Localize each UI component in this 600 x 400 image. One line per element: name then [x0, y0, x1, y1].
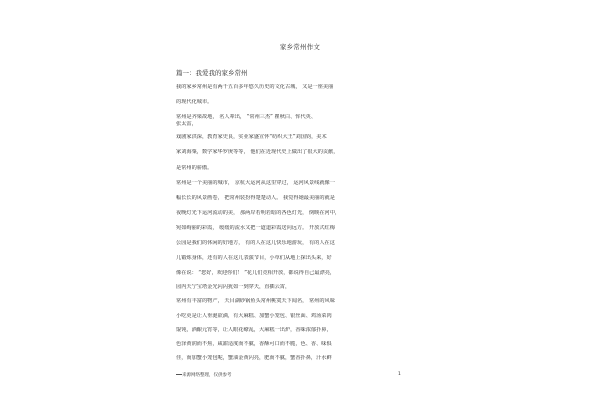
text-line: 幅长长的风景画卷， 把常州装扮得楚楚动人。 我觉得她最美丽的就是 — [176, 195, 335, 201]
text-line: 张太雷， — [176, 121, 197, 127]
section-heading: 篇一：我爱我的家乡常州 — [176, 69, 248, 77]
text-line: 常州有丰富的物产， 天目湖砂锅鱼头常州桃寞天下闻名， 常州的风味 — [176, 298, 335, 304]
text-line: 常州是一个美丽的城市， 京杭大运河从这里穿过， 运河风景线就像一 — [176, 180, 335, 186]
document-title: 家乡常州作文 — [279, 43, 321, 51]
text-line: 夜晚灯光下运河流动的美， 那两岸若明若暗的各色灯光， 倒映在河中， — [176, 210, 341, 216]
text-line: 色泽黄润而不焦，咸甜适度而不腻，香酥可口而不脆，色、香、味俱 — [176, 341, 332, 347]
text-line: 是常州的骄傲。 — [176, 165, 213, 171]
text-line: 戏剧家洪深，教育家史良，实业家盛宣怀“纺织大王”刘国钧，美术 — [176, 134, 327, 140]
text-line: 像在说： “您好，欢迎你们！ ”花儿们竞相开放，都说得自己最漂亮， — [176, 270, 336, 276]
text-line: 常州是齐梁故地， 名人辈出， “常州三杰” 瞿秋白、恽代英、 — [176, 114, 317, 120]
text-line: 园内天宁宝塔金光闪闪犹如一到穿天，直插云霄， — [176, 284, 291, 290]
text-line: 公园是我们的休闲的好地方， 有的人在这儿快乐地游玩， 有的人在这 — [176, 240, 335, 246]
page-number: 1 — [398, 372, 401, 377]
text-line: 家刘海粟，数学家华罗庚等等， 他们在近现代史上做出了很大的贡献， — [176, 149, 339, 155]
text-line: 小吃更是让人垂涎欲滴，有大麻糕、加蟹小笼包、银丝面、鸡汤菜肉 — [176, 313, 332, 319]
text-line: 馄饨，酒酿元宵等，让人眼花缭乱，大麻糕一出炉，香味浓郁扑鼻， — [176, 327, 332, 333]
text-line: 儿锻炼身体，还有的人在这儿表演节目，小草们从地上探出头来，好 — [176, 255, 332, 261]
text-line: 宛如绚丽的彩霞， 缓缓的流水又把一道道彩霞送向远方。 开放式红梅 — [176, 225, 335, 231]
text-line: 的现代化城市。 — [176, 99, 213, 105]
footer-note: 来源网络整理，仅供参考 — [182, 373, 232, 378]
text-line: 我的家乡常州是有两千五百多年悠久历史的文化古城， 又是一座美丽 — [176, 84, 334, 90]
text-line: 佳，而加蟹小笼包呢，蟹油金黄闪亮，肥而不腻，蟹香扑鼻，汁水鲜 — [176, 355, 332, 361]
